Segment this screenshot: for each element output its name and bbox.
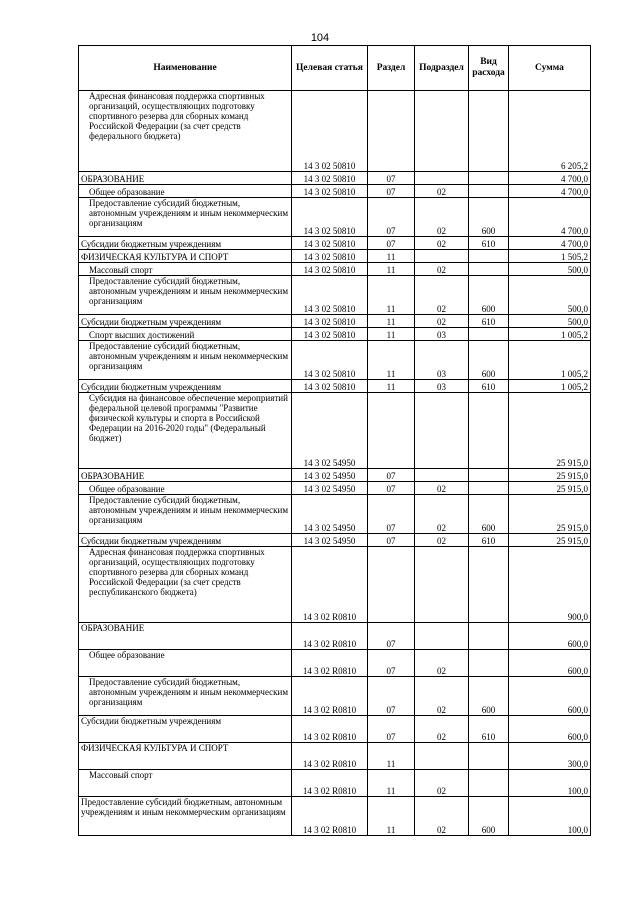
row-section: 11 bbox=[368, 250, 415, 263]
table-row bbox=[79, 716, 591, 743]
row-sum: 500,0 bbox=[509, 315, 591, 328]
table-header-row bbox=[79, 46, 591, 91]
table-row bbox=[79, 315, 591, 328]
header-type: Вид расхода bbox=[469, 46, 509, 91]
row-code: 14 3 02 R0810 bbox=[292, 716, 368, 743]
row-sum: 4 700,0 bbox=[509, 237, 591, 250]
row-section: 07 bbox=[368, 677, 415, 716]
table-row bbox=[79, 797, 591, 836]
row-subsection: 02 bbox=[415, 185, 469, 198]
row-subsection: 02 bbox=[415, 315, 469, 328]
row-type bbox=[469, 172, 509, 185]
row-type: 600 bbox=[469, 341, 509, 380]
row-section: 07 bbox=[368, 237, 415, 250]
row-sum: 1 005,2 bbox=[509, 328, 591, 341]
row-section: 07 bbox=[368, 716, 415, 743]
row-section bbox=[368, 91, 415, 172]
row-section: 11 bbox=[368, 380, 415, 393]
row-code: 14 3 02 50810 bbox=[292, 315, 368, 328]
row-subsection: 02 bbox=[415, 677, 469, 716]
row-section: 07 bbox=[368, 623, 415, 650]
row-type: 610 bbox=[469, 237, 509, 250]
row-type: 610 bbox=[469, 315, 509, 328]
row-name: Субсидии бюджетным учреждениям bbox=[79, 315, 292, 328]
row-sum: 4 700,0 bbox=[509, 198, 591, 237]
row-type bbox=[469, 743, 509, 770]
row-type: 600 bbox=[469, 797, 509, 836]
row-sum: 4 700,0 bbox=[509, 172, 591, 185]
row-type bbox=[469, 547, 509, 623]
budget-table bbox=[78, 45, 591, 836]
row-section: 07 bbox=[368, 198, 415, 237]
table-row bbox=[79, 198, 591, 237]
table-row bbox=[79, 380, 591, 393]
row-subsection bbox=[415, 469, 469, 482]
table-row bbox=[79, 650, 591, 677]
table-row bbox=[79, 185, 591, 198]
row-name: Субсидии бюджетным учреждениям bbox=[79, 534, 292, 547]
table-row bbox=[79, 482, 591, 495]
row-subsection: 02 bbox=[415, 276, 469, 315]
row-subsection bbox=[415, 623, 469, 650]
row-code: 14 3 02 50810 bbox=[292, 276, 368, 315]
row-subsection bbox=[415, 250, 469, 263]
table-row bbox=[79, 341, 591, 380]
row-subsection: 02 bbox=[415, 716, 469, 743]
row-name: Субсидии бюджетным учреждениям bbox=[79, 380, 292, 393]
row-type: 600 bbox=[469, 198, 509, 237]
row-subsection: 02 bbox=[415, 770, 469, 797]
row-type bbox=[469, 469, 509, 482]
row-type bbox=[469, 482, 509, 495]
header-sum: Сумма bbox=[509, 46, 591, 91]
row-sum: 25 915,0 bbox=[509, 393, 591, 469]
row-sum: 600,0 bbox=[509, 650, 591, 677]
row-name: Предоставление субсидий бюджетным, автономным учреждениям и иным некоммерческим организациям bbox=[79, 797, 292, 836]
row-section: 07 bbox=[368, 534, 415, 547]
row-sum: 100,0 bbox=[509, 797, 591, 836]
table-row bbox=[79, 677, 591, 716]
table-row bbox=[79, 263, 591, 276]
row-section: 07 bbox=[368, 185, 415, 198]
row-code: 14 3 02 54950 bbox=[292, 495, 368, 534]
row-sum: 600,0 bbox=[509, 623, 591, 650]
row-type bbox=[469, 263, 509, 276]
table-row bbox=[79, 328, 591, 341]
table-row bbox=[79, 495, 591, 534]
table-row bbox=[79, 770, 591, 797]
row-sum: 1 005,2 bbox=[509, 341, 591, 380]
row-sum: 1 005,2 bbox=[509, 380, 591, 393]
row-section: 07 bbox=[368, 482, 415, 495]
row-code: 14 3 02 54950 bbox=[292, 469, 368, 482]
row-subsection bbox=[415, 547, 469, 623]
row-section: 11 bbox=[368, 743, 415, 770]
row-name: Общее образование bbox=[79, 482, 292, 495]
row-subsection: 02 bbox=[415, 198, 469, 237]
row-name: Предоставление субсидий бюджетным, автономным учреждениям и иным некоммерческим организациям bbox=[79, 198, 292, 237]
row-code: 14 3 02 50810 bbox=[292, 380, 368, 393]
row-subsection: 03 bbox=[415, 341, 469, 380]
row-sum: 900,0 bbox=[509, 547, 591, 623]
row-type bbox=[469, 623, 509, 650]
row-code: 14 3 02 50810 bbox=[292, 172, 368, 185]
row-name: ФИЗИЧЕСКАЯ КУЛЬТУРА И СПОРТ bbox=[79, 743, 292, 770]
row-type bbox=[469, 393, 509, 469]
table-row bbox=[79, 237, 591, 250]
row-sum: 500,0 bbox=[509, 263, 591, 276]
row-type: 600 bbox=[469, 276, 509, 315]
row-section bbox=[368, 547, 415, 623]
row-code: 14 3 02 50810 bbox=[292, 250, 368, 263]
header-name: Наименование bbox=[79, 46, 292, 91]
row-section: 07 bbox=[368, 469, 415, 482]
row-type bbox=[469, 185, 509, 198]
row-code: 14 3 02 R0810 bbox=[292, 797, 368, 836]
row-name: ОБРАЗОВАНИЕ bbox=[79, 172, 292, 185]
row-section: 07 bbox=[368, 495, 415, 534]
row-code: 14 3 02 50810 bbox=[292, 237, 368, 250]
row-section: 07 bbox=[368, 650, 415, 677]
row-code: 14 3 02 R0810 bbox=[292, 650, 368, 677]
row-name: Субсидии бюджетным учреждениям bbox=[79, 237, 292, 250]
row-code: 14 3 02 50810 bbox=[292, 341, 368, 380]
row-subsection bbox=[415, 393, 469, 469]
row-section: 11 bbox=[368, 315, 415, 328]
row-name: Адресная финансовая поддержка спортивных организаций, осуществляющих подготовку спортивного резерва для сборных команд Российской Федерации (за счет средств республиканского бюджета) bbox=[79, 547, 292, 623]
row-type: 610 bbox=[469, 716, 509, 743]
row-type bbox=[469, 650, 509, 677]
row-code: 14 3 02 R0810 bbox=[292, 547, 368, 623]
row-subsection bbox=[415, 91, 469, 172]
row-section: 11 bbox=[368, 797, 415, 836]
row-type bbox=[469, 250, 509, 263]
row-name: Адресная финансовая поддержка спортивных организаций, осуществляющих подготовку спортивного резерва для сборных команд Российской Федерации (за счет средств федерального бюджета) bbox=[79, 91, 292, 172]
row-sum: 25 915,0 bbox=[509, 482, 591, 495]
page-number: 104 bbox=[310, 32, 330, 44]
row-name: Предоставление субсидий бюджетным, автономным учреждениям и иным некоммерческим организациям bbox=[79, 677, 292, 716]
row-name: Массовый спорт bbox=[79, 263, 292, 276]
row-section: 11 bbox=[368, 328, 415, 341]
row-type: 600 bbox=[469, 495, 509, 534]
row-code: 14 3 02 R0810 bbox=[292, 677, 368, 716]
row-subsection bbox=[415, 172, 469, 185]
row-type bbox=[469, 91, 509, 172]
row-code: 14 3 02 50810 bbox=[292, 185, 368, 198]
row-sum: 1 505,2 bbox=[509, 250, 591, 263]
row-sum: 6 205,2 bbox=[509, 91, 591, 172]
row-subsection: 02 bbox=[415, 237, 469, 250]
row-section: 11 bbox=[368, 341, 415, 380]
row-type: 600 bbox=[469, 677, 509, 716]
header-section: Раздел bbox=[368, 46, 415, 91]
row-name: Субсидии бюджетным учреждениям bbox=[79, 716, 292, 743]
row-subsection: 03 bbox=[415, 380, 469, 393]
row-section: 07 bbox=[368, 172, 415, 185]
row-section bbox=[368, 393, 415, 469]
table-row bbox=[79, 250, 591, 263]
row-sum: 25 915,0 bbox=[509, 495, 591, 534]
row-name: ОБРАЗОВАНИЕ bbox=[79, 469, 292, 482]
row-name: Массовый спорт bbox=[79, 770, 292, 797]
table-row bbox=[79, 469, 591, 482]
row-name: Общее образование bbox=[79, 650, 292, 677]
table-row bbox=[79, 547, 591, 623]
row-section: 11 bbox=[368, 263, 415, 276]
row-code: 14 3 02 54950 bbox=[292, 393, 368, 469]
row-code: 14 3 02 50810 bbox=[292, 91, 368, 172]
row-code: 14 3 02 50810 bbox=[292, 263, 368, 276]
table-row bbox=[79, 172, 591, 185]
table-row bbox=[79, 276, 591, 315]
row-type bbox=[469, 328, 509, 341]
row-type: 610 bbox=[469, 380, 509, 393]
row-code: 14 3 02 R0810 bbox=[292, 770, 368, 797]
table-row bbox=[79, 91, 591, 172]
row-type: 610 bbox=[469, 534, 509, 547]
table-row bbox=[79, 623, 591, 650]
row-sum: 600,0 bbox=[509, 677, 591, 716]
row-code: 14 3 02 50810 bbox=[292, 328, 368, 341]
row-name: Предоставление субсидий бюджетным, автономным учреждениям и иным некоммерческим организациям bbox=[79, 276, 292, 315]
row-subsection: 02 bbox=[415, 482, 469, 495]
row-name: ОБРАЗОВАНИЕ bbox=[79, 623, 292, 650]
row-code: 14 3 02 R0810 bbox=[292, 623, 368, 650]
row-code: 14 3 02 54950 bbox=[292, 482, 368, 495]
row-subsection: 02 bbox=[415, 534, 469, 547]
row-code: 14 3 02 R0810 bbox=[292, 743, 368, 770]
row-sum: 25 915,0 bbox=[509, 469, 591, 482]
row-sum: 500,0 bbox=[509, 276, 591, 315]
row-section: 11 bbox=[368, 276, 415, 315]
row-name: ФИЗИЧЕСКАЯ КУЛЬТУРА И СПОРТ bbox=[79, 250, 292, 263]
table-row bbox=[79, 393, 591, 469]
header-code: Целевая статья bbox=[292, 46, 368, 91]
row-name: Предоставление субсидий бюджетным, автономным учреждениям и иным некоммерческим организациям bbox=[79, 341, 292, 380]
row-code: 14 3 02 50810 bbox=[292, 198, 368, 237]
row-sum: 100,0 bbox=[509, 770, 591, 797]
row-subsection: 02 bbox=[415, 797, 469, 836]
row-sum: 300,0 bbox=[509, 743, 591, 770]
row-type bbox=[469, 770, 509, 797]
row-sum: 25 915,0 bbox=[509, 534, 591, 547]
row-subsection bbox=[415, 743, 469, 770]
row-subsection: 02 bbox=[415, 650, 469, 677]
header-subsection: Подраздел bbox=[415, 46, 469, 91]
row-sum: 600,0 bbox=[509, 716, 591, 743]
row-section: 11 bbox=[368, 770, 415, 797]
table-row bbox=[79, 743, 591, 770]
row-name: Субсидия на финансовое обеспечение мероприятий федеральной целевой программы "Развитие физической культуры и спорта в Российской Федерации на 2016-2020 годы" (Федеральный бюджет) bbox=[79, 393, 292, 469]
row-name: Предоставление субсидий бюджетным, автономным учреждениям и иным некоммерческим организациям bbox=[79, 495, 292, 534]
table-row bbox=[79, 534, 591, 547]
row-code: 14 3 02 54950 bbox=[292, 534, 368, 547]
row-subsection: 02 bbox=[415, 495, 469, 534]
row-name: Общее образование bbox=[79, 185, 292, 198]
row-sum: 4 700,0 bbox=[509, 185, 591, 198]
row-name: Спорт высших достижений bbox=[79, 328, 292, 341]
row-subsection: 03 bbox=[415, 328, 469, 341]
row-subsection: 02 bbox=[415, 263, 469, 276]
